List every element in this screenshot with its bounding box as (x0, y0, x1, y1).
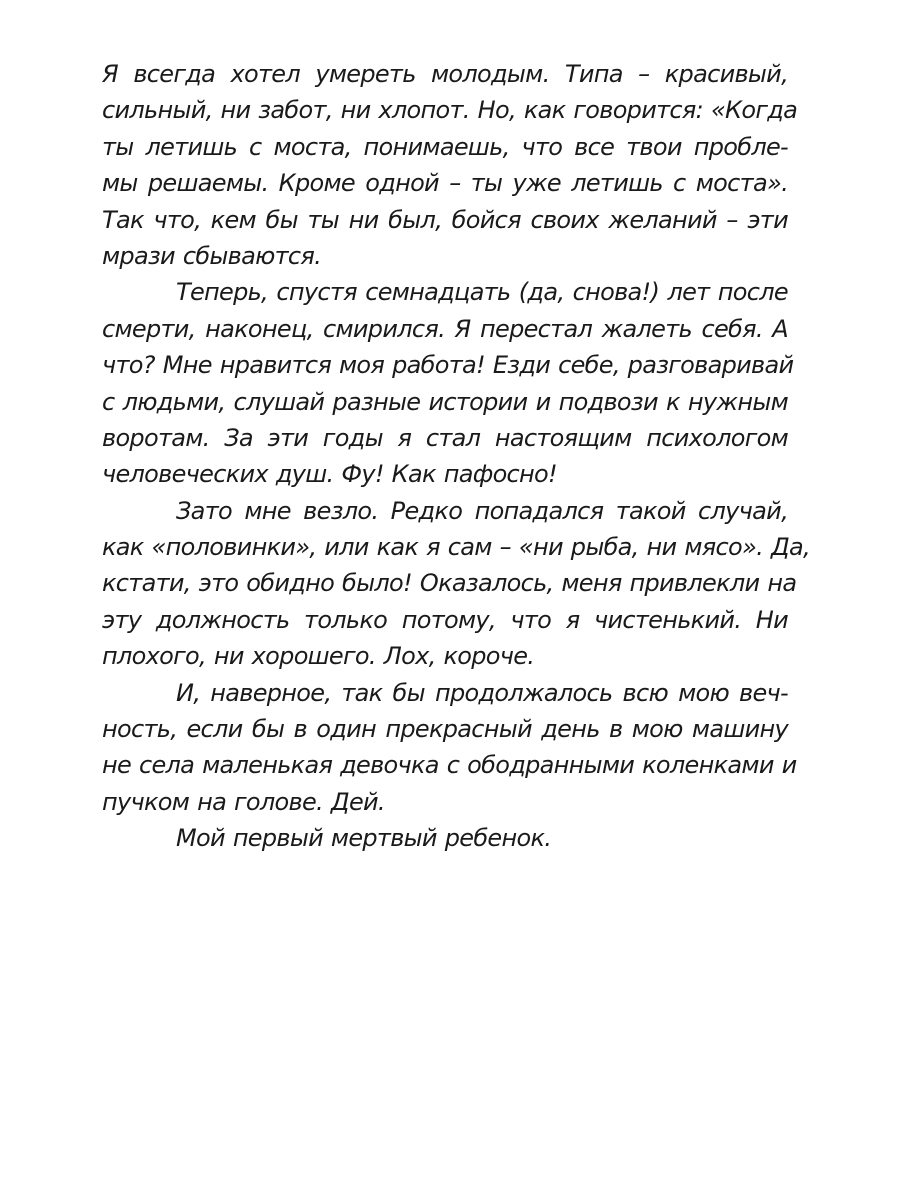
text-line: пучком на голове. Дей. (102, 787, 385, 816)
text-line: смерти, наконец, смирился. Я перестал жалеть себя. А (102, 314, 788, 343)
text-line: Мой первый мертвый ребенок. (176, 824, 552, 853)
text-line: Зато мне везло. Редко попадался такой случай, (176, 496, 788, 525)
text-line: как «половинки», или как я сам – «ни рыба, ни мясо». Да, (102, 533, 810, 562)
text-line: плохого, ни хорошего. Лох, короче. (102, 642, 535, 671)
text-line: Так что, кем бы ты ни был, бойся своих желаний – эти (102, 205, 788, 234)
body-text (102, 56, 810, 857)
text-line: мрази сбываются. (102, 241, 322, 270)
text-line: с людьми, слушай разные истории и подвози к нужным (102, 387, 788, 416)
text-line: И, наверное, так бы продолжалось всю мою веч- (176, 678, 788, 707)
text-line: человеческих душ. Фу! Как пафосно! (102, 460, 557, 489)
text-line: что? Мне нравится моя работа! Езди себе, разговаривай (102, 351, 794, 380)
text-line: не села маленькая девочка с ободранными коленками и (102, 751, 797, 780)
text-line: кстати, это обидно было! Оказалось, меня привлекли на (102, 569, 797, 598)
text-line: ты летишь с моста, понимаешь, что все твои пробле- (102, 132, 788, 161)
text-line: Я всегда хотел умереть молодым. Типа – красивый, (102, 60, 788, 88)
text-line: эту должность только потому, что я чистенький. Ни (102, 605, 788, 634)
text-line: сильный, ни забот, ни хлопот. Но, как говорится: «Когда (102, 96, 798, 125)
text-line: мы решаемы. Кроме одной – ты уже летишь с моста». (102, 169, 788, 198)
text-line: воротам. За эти годы я стал настоящим психологом (102, 423, 788, 452)
text-line: Теперь, спустя семнадцать (да, снова!) лет после (176, 278, 788, 307)
text-line: ность, если бы в один прекрасный день в мою машину (102, 715, 788, 744)
